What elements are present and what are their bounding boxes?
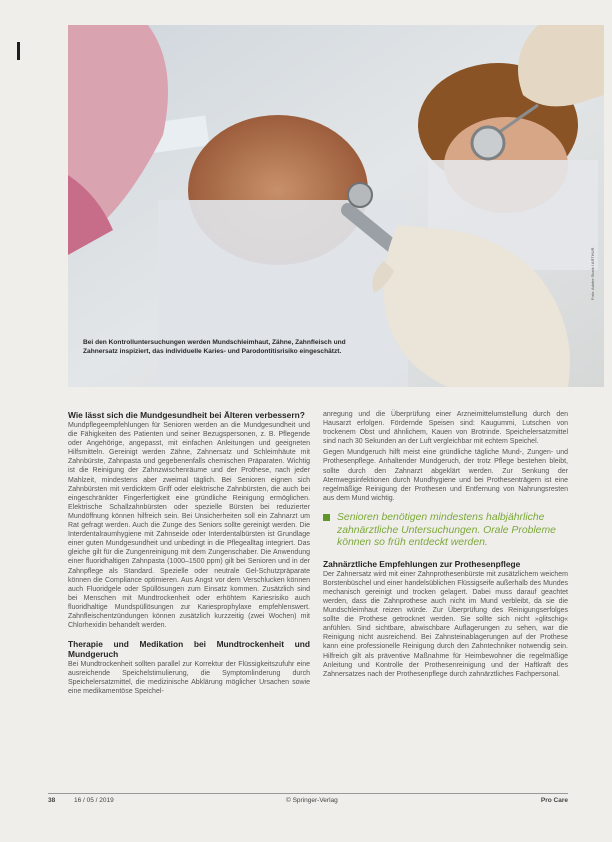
publisher: © Springer-Verlag (286, 797, 338, 804)
pull-quote-text: Senioren benötigen mindestens halbjährliche zahnärztliche Untersuchungen. Orale Probleme können so früh entdeckt werden. (337, 511, 556, 549)
paragraph-speichel: anregung und die Überprüfung einer Arzneimittelumstellung durch den Hausarzt erfolgen. Fördernde Speisen sind: Kaugummi, Lutschen von trockenem Obst und ähnlichem, Kauen von Brotrinde. Speichelersatzmittel sind nach 30 Sekunden an der Luft vergleichbar mit echtem Speichel. (323, 411, 568, 446)
bullet-square-icon (323, 514, 330, 521)
paragraph-prothesenpflege: Der Zahnersatz wird mit einer Zahnprothesenbürste mit zusätzlichem weichem Borstenbüschel und einer handelsüblichen Flüssigseife außerhalb des Mundes mechanisch gereinigt und trocken gelagert. Dabei muss darauf geachtet werden, dass die Zahnprothese auch nicht im Mund verbleibt, da sie die Mundschleimhaut reizen würde. Zur Überprüfung des Reinigungserfolges sollte die Prothese getrocknet werden. Sie sollte sich nicht »glitschig« anfühlen. Sind sichtbare, abwischbare Auflagerungen zu sehen, war die Reinigung nicht ausreichend. Bei Zahnsteinablagerungen auf der Prothese kann eine professionelle Reinigung durch den Zahntechniker notwendig sein. Hilfreich gilt als präventive Maßnahme für Heimbewohner die regelmäßige Anleitung und Kontrolle der Prothesenreinigung und der Haftkraft des Zahnersatzes nach der Prothesenpflege durch zahnärztliches Fachpersonal. (323, 570, 568, 678)
column-left (68, 410, 310, 699)
column-right (323, 410, 568, 681)
paragraph-therapie: Bei Mundtrockenheit sollten parallel zur Korrektur der Flüssigkeitszufuhr eine ausreichende Speichelstimulierung, die Symptomlinderung durch Speichelersatzmittel, die medizinische Abklärung möglicher Ursachen sowie eine medikamentöse Speichel- (68, 661, 310, 696)
heading-mundgesundheit: Wie lässt sich die Mundgesundheit bei Älteren verbessern? (68, 410, 305, 420)
footer-rule (48, 793, 568, 794)
page-footer (48, 797, 568, 809)
photo-credit: Foto: Adobe Stock / ARTHUR (590, 247, 595, 300)
dental-photo (68, 25, 604, 387)
heading-therapie: Therapie und Medikation bei Mundtrockenheit und Mundgeruch (68, 639, 310, 660)
journal-name: Pro Care (540, 797, 568, 804)
photo-caption: Bei den Kontrolluntersuchungen werden Mundschleimhaut, Zähne, Zahnfleisch und Zahnersatz inspiziert, das individuelle Karies- und Parodontitisrisiko eingeschätzt. (83, 339, 346, 355)
page-number: 38 (48, 797, 56, 804)
pull-quote (323, 512, 568, 550)
heading-prothesenpflege: Zahnärztliche Empfehlungen zur Prothesenpflege (323, 558, 521, 569)
issue-date: 16 / 05 / 2019 (74, 797, 114, 804)
paragraph-mundgeruch: Gegen Mundgeruch hilft meist eine gründliche tägliche Mund-, Zungen- und Prothesenpflege. Anhaltender Mundgeruch, der trotz Pflege bestehen bleibt, sollte durch den Zahnarzt abgeklärt werden. Zur Senkung der Atemwegsinfektionen durch Mundhygiene und bei Prothesenträgern ist eine regelmäßige Reinigung der Prothesen und Entfernung von Nahrungsresten aus dem Mund wichtig. (323, 449, 568, 502)
margin-marker (17, 42, 20, 60)
paragraph-mundpflege: Mundpflegeempfehlungen für Senioren werden an die Mundgesundheit und die Fähigkeiten des Patienten und seiner Bezugspersonen, z. B. Pflegende oder Angehörige, angepasst, mit einfachen Anleitungen und geeigneten Hilfsmitteln. Gereinigt werden Zähne, Zahnersatz und Schleimhäute mit Zahnbürste, Zahnpasta und gegebenenfalls chemischen Präparaten. Wichtig ist die Reinigung der Zahnzwischenräume und der Prothese, nach jeder Mahlzeit, mindestens aber zweimal täglich. Bei Senioren eignen sich Zahnbürsten mit verdicktem Griff oder elektrische Zahnbürsten, die auch bei eingeschränkter Fingerfertigkeit eine gründliche Reinigung ermöglichen. Elektrische Schallzahnbürsten oder spezielle Bürsten bei reduzierter Mundöffnung können hilfreich sein. Bei Unsicherheiten soll ein Zahnarzt um Rat gefragt werden. Auch die Zunge des Seniors sollte gereinigt werden. Die Interdentalraumhygiene mit Zahnseide oder Interdentalbürsten ist Grundlage einer guten Mundgesundheit und unbedingt in die Pflegealltag integriert. Das gleiche gilt für die Zungenreinigung mit dem Zungenschaber. Die Anwendung einer fluoridhaltigen Zahnpasta (1000–1500 ppm) gilt bei Senioren und in der Zahnpflege als Standard. Spezielle oder neutrale Gel-Schutzpräparate können die Compliance optimieren. Aus Angst vor dem Verschlucken können auch Fluoridgele oder Spüllösungen zum Einsatz kommen. Zusätzlich sind bei Menschen mit Mundtrockenheit oder erhöhtem Kariesrisiko auch fluoridhaltige Mundspüllösungen zur Kariesprophylaxe empfehlenswert. Zahnfleischentzündungen können zusätzlich kurzzeitig (zwei Wochen) mit Chlorhexidin behandelt werden. (68, 422, 310, 630)
